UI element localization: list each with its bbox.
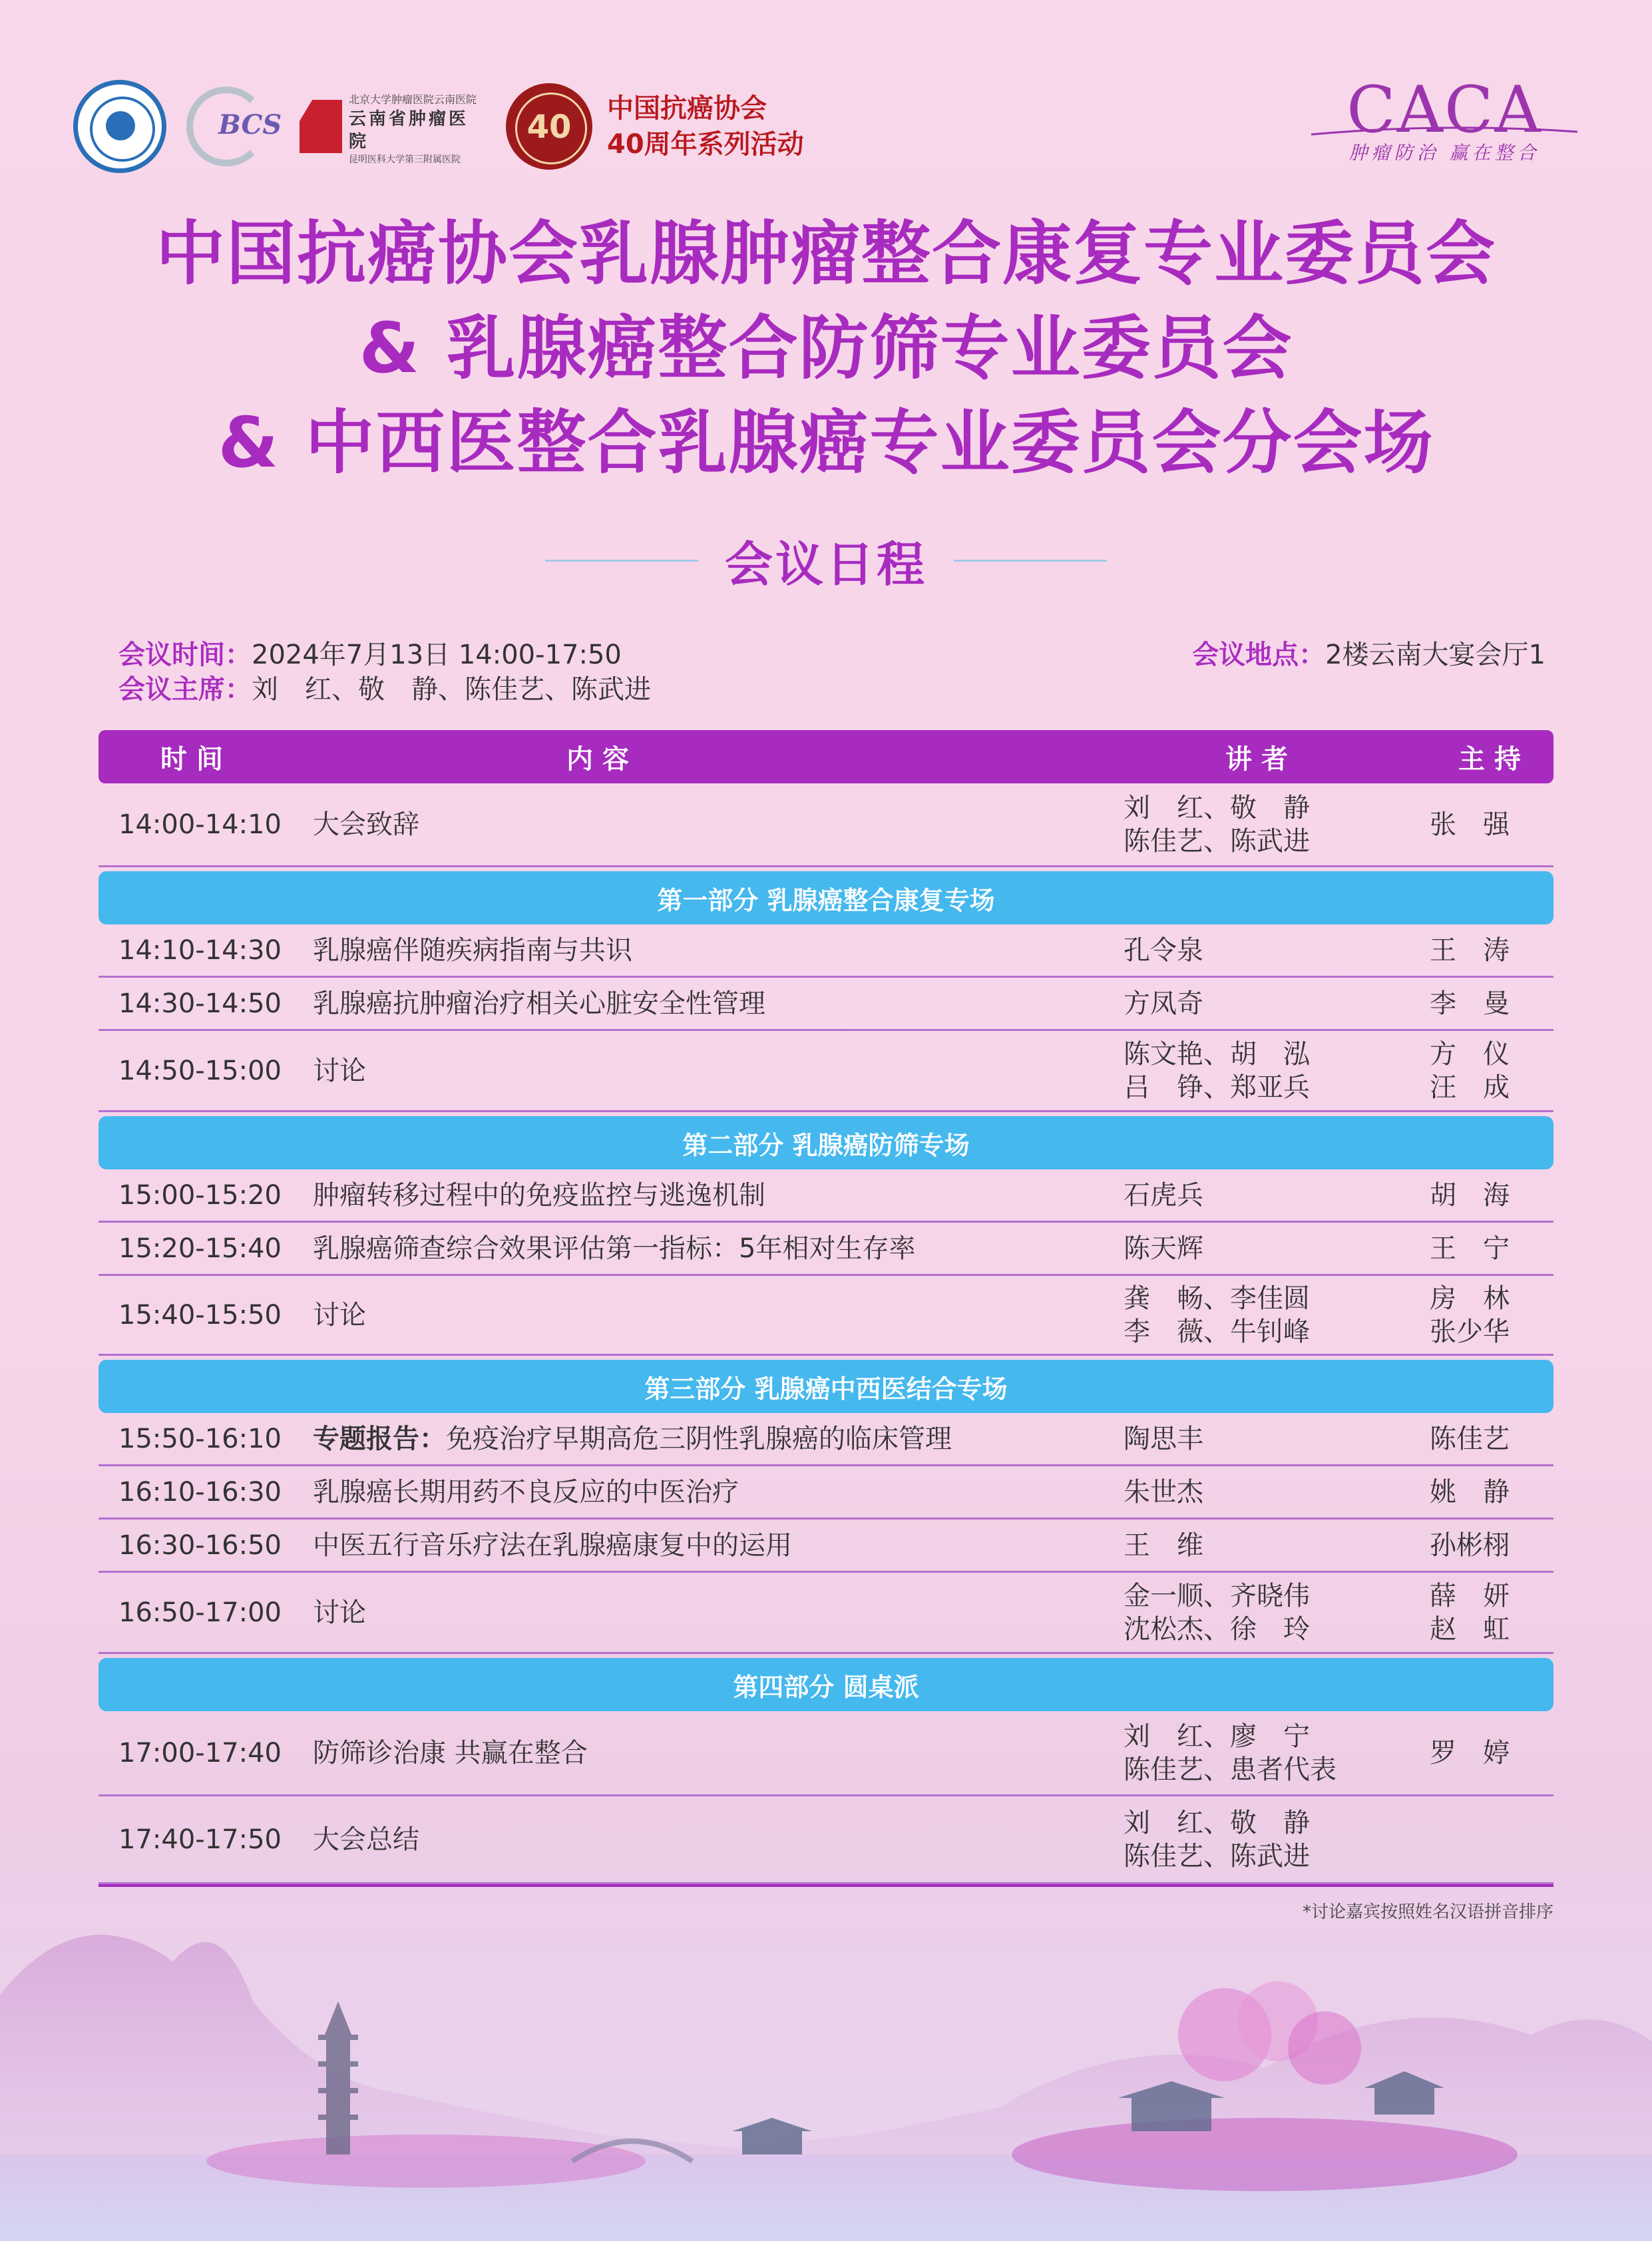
table-row [99,1711,1553,1796]
caa-40th-anniversary-title: 中国抗癌协会 40周年系列活动 [607,93,804,160]
row-speaker: 王 维 [1124,1529,1203,1561]
row-host: 王 涛 [1430,934,1510,966]
row-topic [313,1299,366,1332]
table-row [99,1573,1553,1654]
row-topic [313,1179,765,1212]
row-topic-text: 中医五行音乐疗法在乳腺癌康复中的运用 [313,1529,792,1561]
row-topic-text: 大会致辞 [313,809,419,840]
china-anti-cancer-association-logo [73,80,166,173]
row-topic-text: 免疫治疗早期高危三阴性乳腺癌的临床管理 [446,1423,952,1454]
row-host: 孙彬栩 [1430,1529,1510,1561]
section-bar: 第三部分 乳腺癌中西医结合专场 [99,1360,1553,1413]
row-time: 14:30-14:50 [118,988,282,1019]
meeting-meta [118,638,651,707]
header-content: 内 容 [566,743,629,775]
footnote: *讨论嘉宾按照姓名汉语拼音排序 [1302,1902,1553,1922]
caca-40th-anniversary-logo: 40 [506,83,592,170]
row-topic-text: 乳腺癌伴随疾病指南与共识 [313,934,632,966]
bcs-logo: BCS [186,80,286,173]
table-header [99,730,1553,783]
row-speaker: 石虎兵 [1124,1179,1203,1211]
row-topic [313,1823,419,1856]
row-host: 姚 静 [1430,1476,1510,1508]
section-bar: 第四部分 圆桌派 [99,1658,1553,1711]
schedule-table [99,730,1553,1887]
row-speaker: 孔令泉 [1124,934,1203,966]
row-speaker: 刘 红、敬 静 陈佳艺、陈武进 [1124,1807,1310,1872]
meeting-venue-label: 会议地点： [1192,640,1326,670]
divider-right [954,560,1107,562]
caca-swoosh-icon [1311,125,1577,138]
row-speaker: 方凤奇 [1124,988,1203,1019]
row-topic [313,1232,915,1265]
row-time: 14:10-14:30 [118,934,282,966]
table-row [99,1276,1553,1356]
row-time: 17:00-17:40 [118,1737,282,1768]
row-time: 15:00-15:20 [118,1179,282,1211]
meeting-chairs-value: 刘 红、敬 静、陈佳艺、陈武进 [252,674,651,705]
table-row [99,1520,1553,1573]
row-topic [313,1476,739,1509]
landscape-illustration [0,1868,1652,2241]
table-row [99,1031,1553,1112]
row-topic-text: 乳腺癌筛查综合效果评估第一指标：5年相对生存率 [313,1233,916,1264]
meeting-venue-value: 2楼云南大宴会厅1 [1325,640,1546,670]
title-line-3: & 中西医整合乳腺癌专业委员会分会场 [218,402,1434,483]
meeting-chairs-label: 会议主席： [118,674,252,705]
row-speaker: 龚 畅、李佳圆 李 薇、牛钊峰 [1124,1283,1310,1347]
row-topic [313,1596,366,1629]
row-time: 14:50-15:00 [118,1055,282,1086]
row-speaker: 陶思丰 [1124,1423,1203,1454]
meeting-time-value: 2024年7月13日 14:00-17:50 [252,640,622,670]
meeting-time-label: 会议时间： [118,640,252,670]
header-time: 时 间 [160,743,223,775]
table-row [99,1169,1553,1223]
table-row [99,978,1553,1031]
row-time: 16:10-16:30 [118,1476,282,1508]
caca-wordmark: CACA [1346,73,1542,147]
row-topic-text: 防筛诊治康 共赢在整合 [313,1737,588,1768]
table-row [99,1223,1553,1276]
row-speaker: 陈文艳、胡 泓 吕 铮、郑亚兵 [1124,1038,1310,1103]
row-time: 16:30-16:50 [118,1529,282,1561]
row-topic-text: 讨论 [313,1597,366,1628]
table-row [99,1413,1553,1466]
row-host: 张 强 [1430,809,1510,840]
agenda-heading [0,526,1652,595]
caca-slogan: 肿瘤防治 赢在整合 [1348,142,1540,164]
row-topic-prefix: 专题报告： [313,1423,446,1454]
row-time: 14:00-14:10 [118,809,282,840]
caca-logo [1311,73,1577,166]
header-speaker: 讲 者 [1225,743,1288,775]
row-topic-text: 讨论 [313,1055,366,1086]
row-host: 罗 婷 [1430,1737,1510,1768]
section-bar: 第一部分 乳腺癌整合康复专场 [99,871,1553,924]
logo-row [73,80,804,173]
row-topic [313,1054,366,1088]
row-speaker: 刘 红、廖 宁 陈佳艺、患者代表 [1124,1721,1337,1785]
section-bar: 第二部分 乳腺癌防筛专场 [99,1116,1553,1169]
title-line-1: 中国抗癌协会乳腺肿瘤整合康复专业委员会 [155,213,1496,294]
row-topic [313,1736,588,1770]
row-speaker: 陈天辉 [1124,1233,1203,1264]
page-title [0,206,1652,490]
row-time: 16:50-17:00 [118,1597,282,1628]
table-row [99,783,1553,867]
title-line-2: & 乳腺癌整合防筛专业委员会 [359,307,1293,389]
row-host: 胡 海 [1430,1179,1510,1211]
row-speaker: 朱世杰 [1124,1476,1203,1508]
row-topic-text: 肿瘤转移过程中的免疫监控与逃逸机制 [313,1179,765,1211]
row-time: 17:40-17:50 [118,1824,282,1855]
row-speaker: 金一顺、齐晓伟 沈松杰、徐 玲 [1124,1580,1310,1645]
row-time: 15:50-16:10 [118,1423,282,1454]
row-time: 15:40-15:50 [118,1299,282,1330]
row-topic-text: 大会总结 [313,1824,419,1855]
table-row [99,924,1553,978]
table-body [99,783,1553,1884]
meeting-venue [1192,638,1546,672]
row-host: 陈佳艺 [1430,1423,1510,1454]
row-speaker: 刘 红、敬 静 陈佳艺、陈武进 [1124,792,1310,857]
row-time: 15:20-15:40 [118,1233,282,1264]
row-topic [313,1422,952,1456]
agenda-heading-text: 会议日程 [724,536,927,592]
row-topic [313,934,632,967]
row-topic [313,808,419,841]
header-host: 主 持 [1458,743,1521,775]
divider-left [545,560,698,562]
row-host: 李 曼 [1430,988,1510,1019]
row-topic [313,1529,792,1562]
row-topic-text: 乳腺癌长期用药不良反应的中医治疗 [313,1476,739,1508]
row-host: 薛 妍 赵 虹 [1430,1580,1510,1645]
row-topic-text: 讨论 [313,1299,366,1330]
row-host: 房 林 张少华 [1430,1283,1510,1347]
row-topic [313,987,765,1020]
table-row [99,1466,1553,1520]
row-host: 方 仪 汪 成 [1430,1038,1510,1103]
pku-yunnan-cancer-hospital-logo: 北京大学肿瘤医院云南医院 云南省肿瘤医院 昆明医科大学第三附属医院 [300,80,479,173]
row-host: 王 宁 [1430,1233,1510,1264]
row-topic-text: 乳腺癌抗肿瘤治疗相关心脏安全性管理 [313,988,765,1019]
